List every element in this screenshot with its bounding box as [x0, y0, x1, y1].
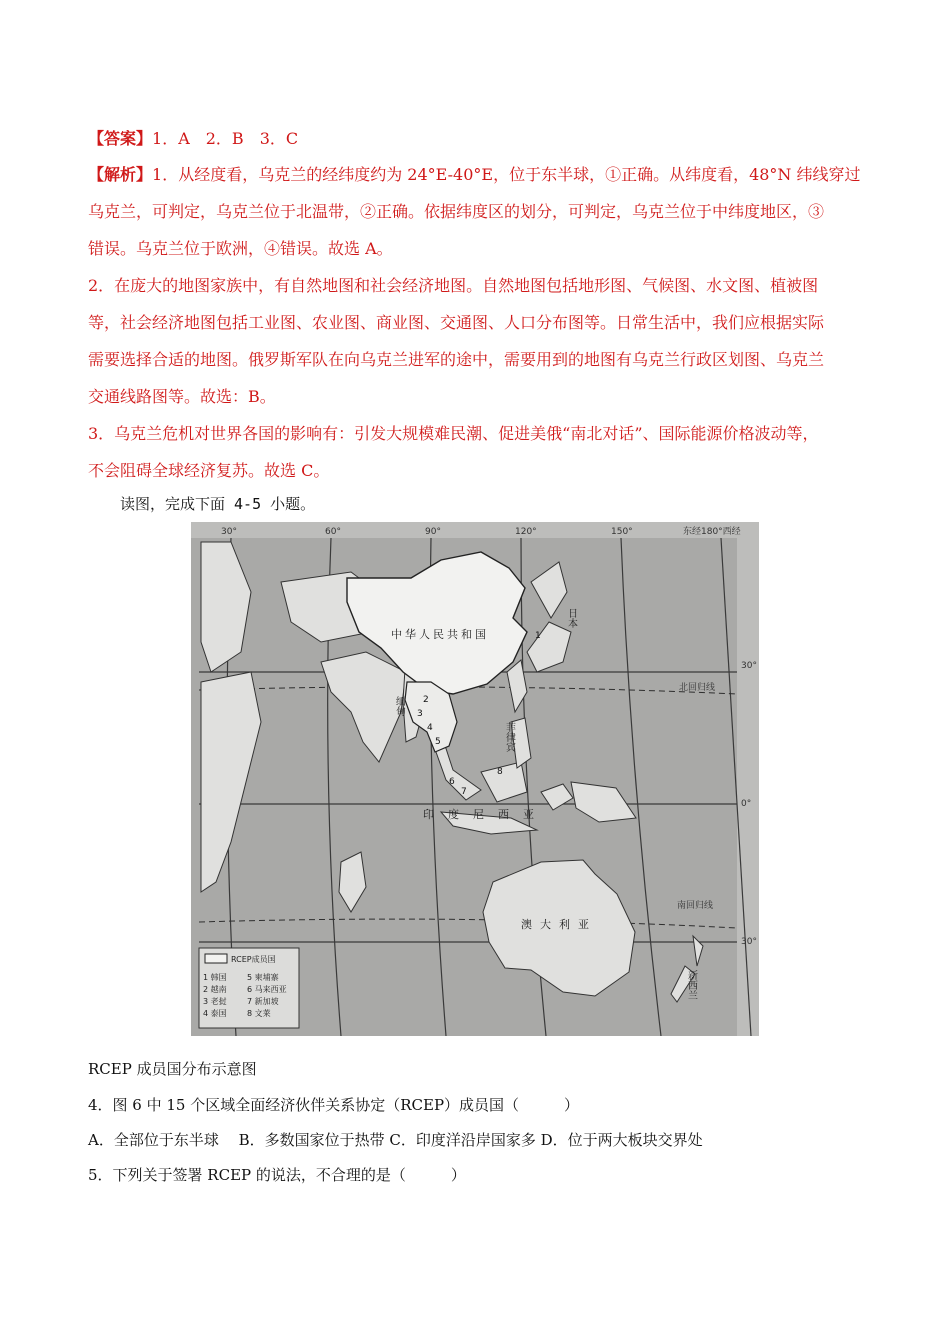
question-intro: 读图，完成下面 4-5 小题。: [120, 495, 316, 513]
question-5-stem: 5．下列关于签署 RCEP 的说法，不合理的是（ ）: [88, 1166, 466, 1184]
map-number-4: 4: [427, 723, 433, 733]
lon-label-60: 60°: [325, 527, 341, 537]
legend-item-6: 6 马来西亚: [247, 985, 287, 994]
map-number-3: 3: [417, 709, 423, 719]
australia-label: 澳大利亚: [521, 918, 597, 931]
analysis-p2-l3: 需要选择合适的地图。俄罗斯军队在向乌克兰进军的途中，需要用到的地图有乌克兰行政区划图、乌克兰: [88, 350, 825, 369]
legend-item-4: 4 泰国: [203, 1009, 227, 1018]
lon-label-90: 90°: [425, 527, 441, 537]
analysis-line-1: [88, 164, 878, 186]
map-number-1: 1: [535, 631, 541, 641]
question-4-options: A．全部位于东半球 B．多数国家位于热带 C．印度洋沿岸国家多 D．位于两大板块交界处: [88, 1131, 703, 1149]
lat-label-30s: 30°: [741, 937, 757, 947]
lat-label-0: 0°: [741, 799, 752, 809]
lon-label-150: 150°: [611, 527, 633, 537]
legend-item-1: 1 韩国: [203, 973, 227, 982]
new-zealand-label: 新西兰: [685, 970, 697, 1000]
analysis-p2-l1: 2．在庞大的地图家族中，有自然地图和社会经济地图。自然地图包括地形图、气候图、水文图、植被图: [88, 276, 819, 295]
answer-label: 【答案】: [88, 129, 153, 148]
analysis-p1-l3: 错误。乌克兰位于欧洲，④错误。故选 A。: [88, 239, 393, 258]
legend-title: RCEP成员国: [231, 955, 276, 964]
analysis-p2-l2: 等，社会经济地图包括工业图、农业图、商业图、交通图、人口分布图等。日常生活中，我们应根据实际: [88, 313, 825, 332]
map-legend: [199, 948, 299, 1028]
rcep-map: [191, 522, 759, 1036]
analysis-label: 【解析】: [88, 165, 153, 184]
map-number-8: 8: [497, 767, 503, 777]
legend-item-3: 3 老挝: [203, 997, 227, 1006]
indonesia-label: 印度尼西亚: [423, 808, 548, 821]
analysis-p1-l1: 1．从经度看，乌克兰的经纬度约为 24°E-40°E，位于东半球，①正确。从纬度看，48°N 纬线穿过: [152, 165, 861, 184]
map-number-5: 5: [435, 737, 441, 747]
analysis-p3-l1: 3．乌克兰危机对世界各国的影响有：引发大规模难民潮、促进美俄“南北对话”、国际能源价格波动等，: [88, 424, 819, 443]
analysis-p1-l2: 乌克兰，可判定，乌克兰位于北温带，②正确。依据纬度区的划分，可判定，乌克兰位于中纬度地区，③: [88, 202, 825, 221]
legend-item-5: 5 柬埔寨: [247, 973, 279, 982]
legend-item-2: 2 越南: [203, 985, 227, 994]
legend-item-7: 7 新加坡: [247, 997, 279, 1006]
analysis-p3-l2: 不会阻碍全球经济复苏。故选 C。: [88, 461, 330, 480]
answer-text: 1．A 2．B 3．C: [152, 129, 299, 148]
lon-label-30: 30°: [221, 527, 237, 537]
map-number-6: 6: [449, 777, 455, 787]
china-label: 中华人民共和国: [391, 628, 489, 641]
question-4-stem: 4．图 6 中 15 个区域全面经济伙伴关系协定（RCEP）成员国（ ）: [88, 1096, 580, 1114]
answer-line: [88, 128, 878, 150]
lon-label-180: 东经180°西经: [683, 527, 741, 537]
japan-label: 日本: [565, 608, 577, 628]
analysis-p2-l4: 交通线路图等。故选：B。: [88, 387, 276, 406]
tropic-north-label: 北回归线: [679, 683, 716, 693]
rcep-map-svg: [191, 522, 759, 1036]
map-caption: RCEP 成员国分布示意图: [88, 1060, 257, 1078]
legend-item-8: 8 文莱: [247, 1009, 271, 1018]
philippines-label: 菲律宾: [503, 722, 515, 752]
lat-label-30n: 30°: [741, 661, 757, 671]
lon-label-120: 120°: [515, 527, 537, 537]
map-number-2: 2: [423, 695, 429, 705]
myanmar-label: 缅甸: [393, 696, 405, 716]
tropic-south-label: 南回归线: [677, 901, 714, 911]
map-number-7: 7: [461, 787, 467, 797]
